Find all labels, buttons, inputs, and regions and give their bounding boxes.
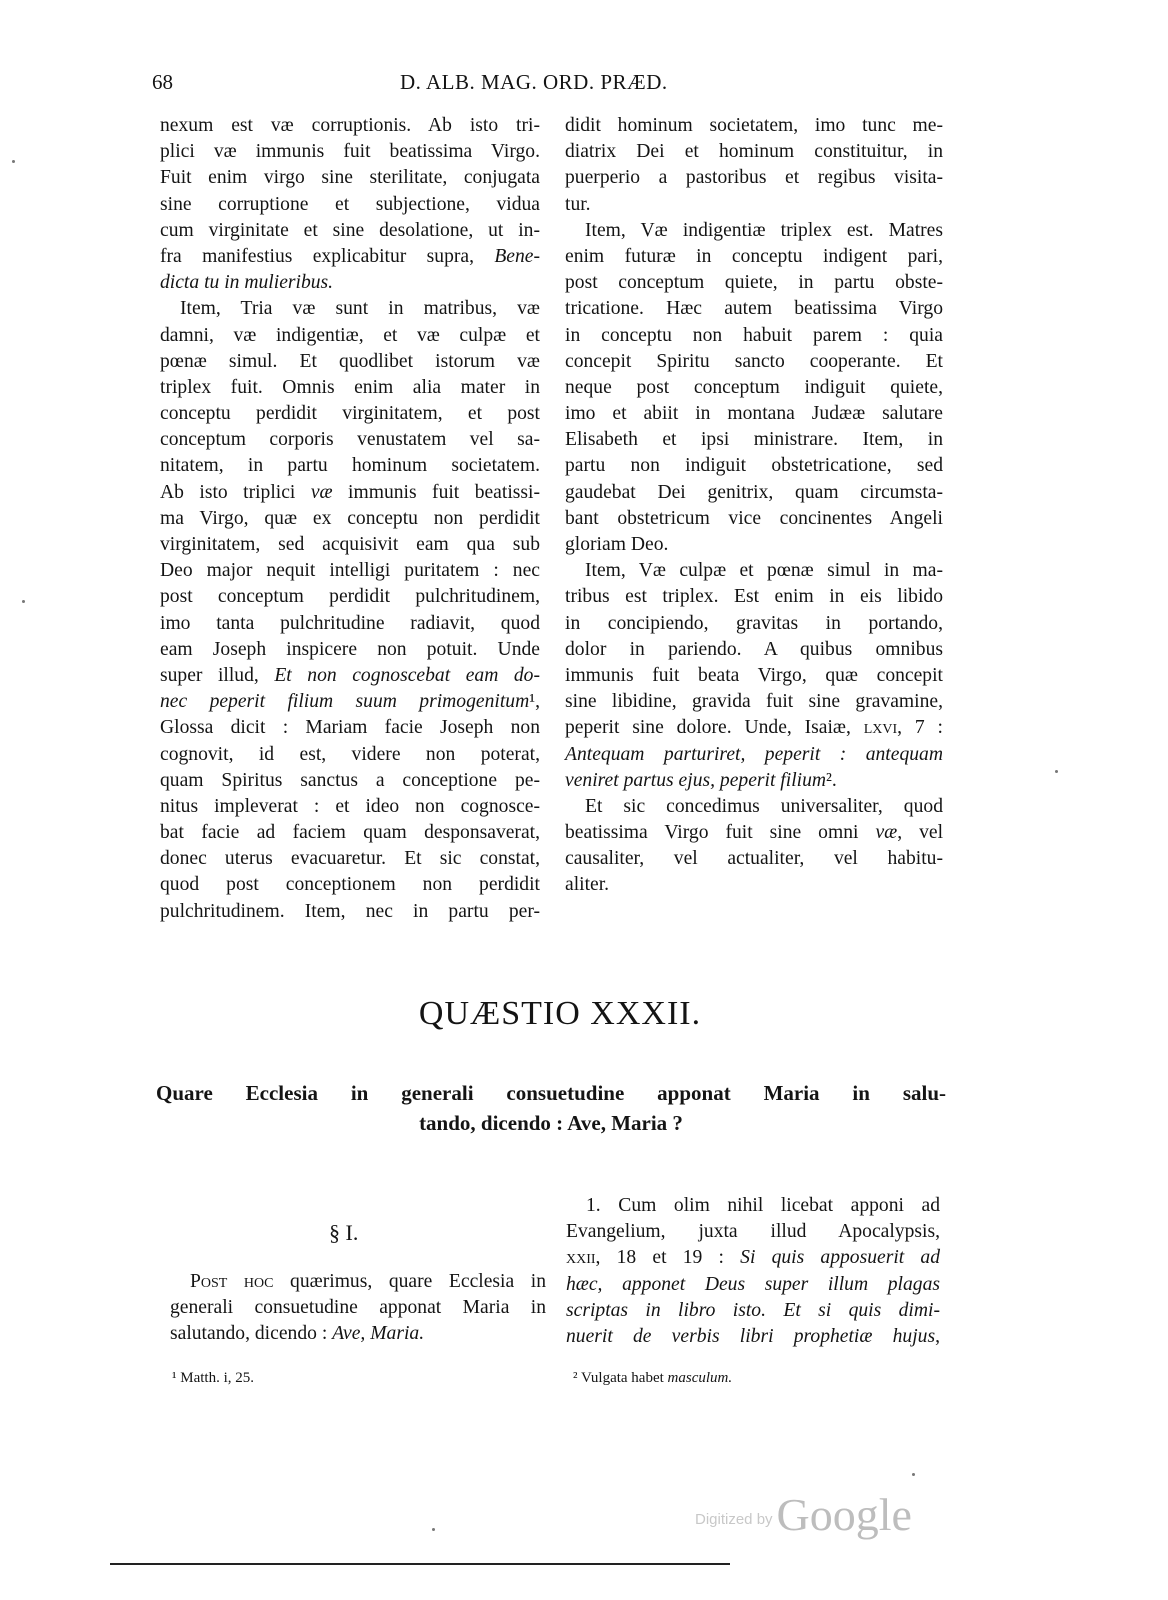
text-line [170,1321,546,1347]
text-fragment: væ [310,481,333,503]
text-line: in conceptu non habuit parem : quia [565,324,943,346]
question-title: QUÆSTIO XXXII. [418,995,702,1032]
text-line [160,480,540,506]
text-line: quod post conceptionem non perdidit [160,874,540,896]
text-line [565,820,943,846]
text-fragment: Bene- [494,245,540,267]
text-line: bant obstetricum vice concinentes Angeli [565,507,943,529]
text-line: tricatione. Hæc autem beatissima Virgo [565,298,943,320]
running-head: D. ALB. MAG. ORD. PRÆD. [400,70,668,94]
scan-speck [22,600,25,603]
section-right-text [566,1193,940,1350]
text-line: tribus est triplex. Est enim in eis libido [565,586,943,608]
text-line: Deo major nequit intelligi puritatem : nec [160,560,540,582]
text-line: imo et abiit in montana Judææ salutare [565,403,943,425]
text-fragment: ². [826,769,837,791]
text-line: donec uterus evacuaretur. Et sic constat, [160,848,540,870]
text-line [566,1272,940,1298]
text-line: tur. [565,193,591,215]
text-line: post conceptum perdidit pulchritudinem, [160,586,540,608]
text-line: Item, Væ indigentiæ triplex est. Matres [585,219,943,241]
text-fragment: super illud, [160,664,275,686]
digitized-watermark [695,1488,912,1541]
text-line: diatrix Dei et hominum constituitur, in [565,141,943,163]
text-fragment: dicta tu in mulieribus. [160,272,334,294]
text-line [565,768,943,794]
scan-speck [12,160,15,163]
footnote-right-italic: masculum. [667,1370,733,1386]
scan-speck [912,1473,915,1476]
text-line: neque post conceptum indiguit quiete, [565,376,943,398]
text-line: Elisabeth et ipsi ministrare. Item, in [565,429,943,451]
text-line: eam Joseph inspicere non potuit. Unde [160,638,540,660]
text-line: Glossa dicit : Mariam facie Joseph non [160,717,540,739]
text-fragment: ¹, [529,691,540,713]
text-fragment: beatissima Virgo fuit sine omni [565,822,876,844]
text-line: generali consuetudine apponat Maria in [170,1297,546,1319]
text-line: gaudebat Dei genitrix, quam circumsta- [565,481,943,503]
text-line: virginitatem, sed acquisivit eam qua sub [160,534,540,555]
text-fragment: væ [875,822,898,844]
text-line [566,1245,940,1271]
google-logo: Google [776,1489,912,1540]
text-line: puerperio a pastoribus et regibus visita- [565,167,943,189]
right-column-text [565,113,943,899]
footnote-right-prefix: ² Vulgata habet [573,1370,668,1386]
text-line [160,663,540,689]
text-fragment: Ab isto triplici [160,481,311,503]
question-subtitle-line: tando, dicendo : Ave, Maria ? [419,1111,683,1135]
text-line: nitatem, in partu hominum societatem. [160,455,540,477]
text-line: conceptum corporis venustatem vel sa- [160,429,540,451]
page-number: 68 [152,70,173,94]
bottom-rule [110,1563,730,1565]
question-subtitle [156,1078,946,1138]
text-fragment: veniret partus ejus, peperit filium [565,769,827,791]
text-line: nexum est væ corruptionis. Ab isto tri- [160,115,540,136]
text-fragment: , 18 et 19 : [595,1247,741,1269]
text-fragment: , vel [897,822,944,844]
text-line: Fuit enim virgo sine sterilitate, conjugata [160,167,540,189]
text-fragment: Et non cognoscebat eam do- [274,664,540,686]
footnote-right [573,1370,732,1387]
text-line: partu non indiguit obstetricatione, sed [565,455,943,477]
text-line: sine libidine, gravida fuit sine gravamine, [565,691,943,713]
text-line: quam Spiritus sanctus a conceptione pe- [160,769,540,791]
text-fragment: quærimus, quare Ecclesia in [273,1271,546,1292]
text-line: post conceptum quiete, in partu obste- [565,272,943,294]
text-fragment: Si quis apposuerit ad [740,1247,941,1269]
text-line: nitus impleverat : et ideo non cognosce- [160,795,540,817]
text-fragment: hæc, apponet Deus super illum plagas [566,1273,940,1295]
text-line: aliter. [565,874,610,896]
text-line [160,270,540,296]
text-line: dolor in pariendo. A quibus omnibus [565,638,943,660]
text-line: causaliter, vel actualiter, vel habitu- [565,848,943,870]
text-line [566,1324,940,1350]
text-line [565,715,943,741]
text-line: concepit Spiritu sancto cooperante. Et [565,350,943,372]
text-line: plici væ immunis fuit beatissima Virgo. [160,141,540,163]
text-line: gloriam Deo. [565,534,669,555]
text-line: pulchritudinem. Item, nec in partu per- [160,900,540,922]
text-fragment: , 7 : [897,717,943,739]
text-line [170,1269,546,1295]
text-line: cognovit, id est, videre non poterat, [160,743,540,765]
text-fragment: nuerit de verbis libri prophetiæ hujus [566,1325,936,1347]
text-line [160,689,540,715]
text-fragment: immunis fuit beatissi- [332,481,540,503]
left-column-text [160,113,540,925]
text-line: sine corruptione et subjectione, vidua [160,193,540,215]
text-fragment: Antequam parturiret, peperit : antequam [565,743,943,765]
text-line: conceptu perdidit virginitatem, et post [160,403,540,425]
text-line [566,1298,940,1324]
text-line [160,244,540,270]
text-line: Item, Tria væ sunt in matribus, væ [180,298,540,320]
text-line: 1. Cum olim nihil licebat apponi ad [586,1195,940,1216]
text-fragment: , [935,1325,940,1347]
text-line: triplex fuit. Omnis enim alia mater in [160,376,540,398]
text-line: pœnæ simul. Et quodlibet istorum væ [160,350,540,372]
text-fragment: peperit sine dolore. Unde, Isaiæ, [565,717,864,739]
text-fragment: lxvi [863,717,898,739]
text-line: in concipiendo, gravitas in portando, [565,612,943,634]
section-heading: § I. [329,1220,359,1245]
text-line: enim futuræ in conceptu indigent pari, [565,245,943,267]
text-line: Item, Væ culpæ et pœnæ simul in ma- [585,560,943,582]
text-line: imo tanta pulchritudine radiavit, quod [160,612,540,634]
text-line: Evangelium, juxta illud Apocalypsis, [566,1221,940,1243]
text-fragment: Ave, Maria. [332,1323,425,1345]
text-line: bat facie ad faciem quam desponsaverat, [160,822,540,844]
text-line: cum virginitate et sine desolatione, ut in- [160,219,540,241]
text-fragment: nec peperit filium suum primogenitum [160,691,530,713]
text-line [565,742,943,768]
text-fragment: fra manifestius explicabitur supra, [160,245,495,267]
text-line: immunis fuit beata Virgo, quæ concepit [565,664,943,686]
text-fragment: Post hoc [190,1271,274,1292]
section-left-text [170,1269,546,1348]
footnote-left: ¹ Matth. i, 25. [172,1370,254,1386]
text-line: Et sic concedimus universaliter, quod [585,795,943,817]
scan-speck [432,1528,435,1531]
text-fragment: salutando, dicendo : [170,1323,333,1345]
scan-speck [1055,770,1058,773]
text-fragment: scriptas in libro isto. Et si quis dimi- [566,1299,940,1321]
text-line: damni, væ indigentiæ, et væ culpæ et [160,324,540,346]
watermark-small-text: Digitized by [695,1511,773,1528]
text-fragment: xxii [566,1247,596,1269]
question-subtitle-line: Quare Ecclesia in generali consuetudine apponat Maria in salu- [156,1081,946,1105]
text-line: ma Virgo, quæ ex conceptu non perdidit [160,507,540,529]
text-line: didit hominum societatem, imo tunc me- [565,115,943,136]
